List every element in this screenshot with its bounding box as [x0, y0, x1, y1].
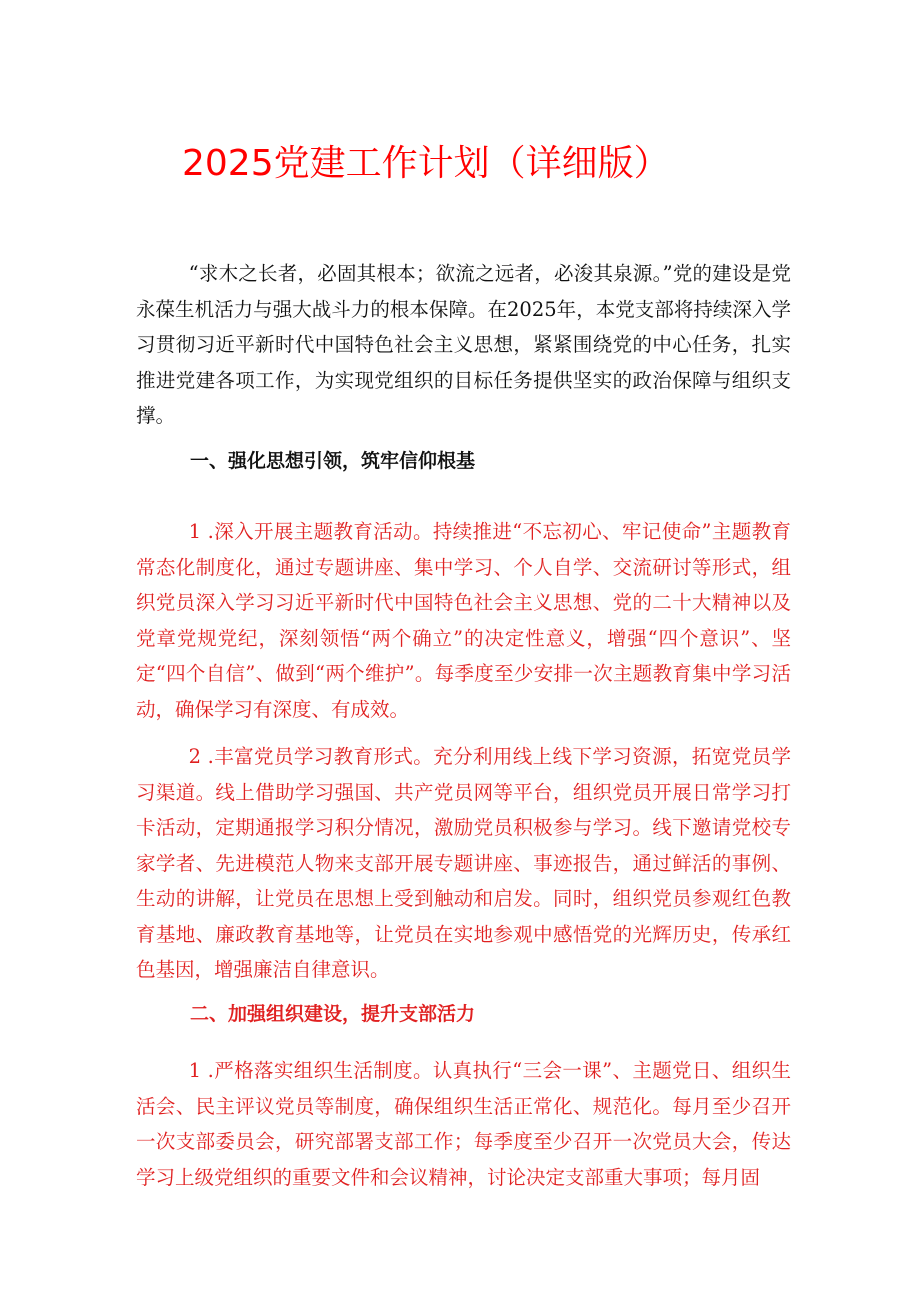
document-title: 2025党建工作计划（详细版）: [182, 143, 670, 184]
section-1-item-1: 1 .深入开展主题教育活动。持续推进“不忘初心、牢记使命”主题教育常态化制度化，通过专题讲座、集中学习、个人自学、交流研讨等形式，组织党员深入学习习近平新时代中国特色社会主义思想、党的二十大精神以及党章党规党纪，深刻领悟“两个确立”的决定性意义，增强“四个意识”、坚定“四个自信”、做到“两个维护”。每季度至少安排一次主题教育集中学习活动，确保学习有深度、有成效。: [136, 520, 791, 721]
section-heading-2: 二、加强组织建设，提升支部活力: [190, 1003, 476, 1025]
section-heading-1: 一、强化思想引领，筑牢信仰根基: [190, 450, 476, 472]
intro-paragraph: “求木之长者，必固其根本；欲流之远者，必浚其泉源。”党的建设是党永葆生机活力与强大战斗力的根本保障。在2025年，本党支部将持续深入学习贯彻习近平新时代中国特色社会主义思想，紧紧围绕党的中心任务，扎实推进党建各项工作，为实现党组织的目标任务提供坚实的政治保障与组织支撑。: [136, 262, 791, 427]
section-2-item-1: 1 .严格落实组织生活制度。认真执行“三会一课”、主题党日、组织生活会、民主评议党员等制度，确保组织生活正常化、规范化。每月至少召开一次支部委员会，研究部署支部工作；每季度至少召开一次党员大会，传达学习上级党组织的重要文件和会议精神，讨论决定支部重大事项；每月固: [136, 1059, 791, 1189]
section-1-item-2: 2 .丰富党员学习教育形式。充分利用线上线下学习资源，拓宽党员学习渠道。线上借助学习强国、共产党员网等平台，组织党员开展日常学习打卡活动，定期通报学习积分情况，激励党员积极参与学习。线下邀请党校专家学者、先进模范人物来支部开展专题讲座、事迹报告，通过鲜活的事例、生动的讲解，让党员在思想上受到触动和启发。同时，组织党员参观红色教育基地、廉政教育基地等，让党员在实地参观中感悟党的光辉历史，传承红色基因，增强廉洁自律意识。: [136, 745, 791, 981]
